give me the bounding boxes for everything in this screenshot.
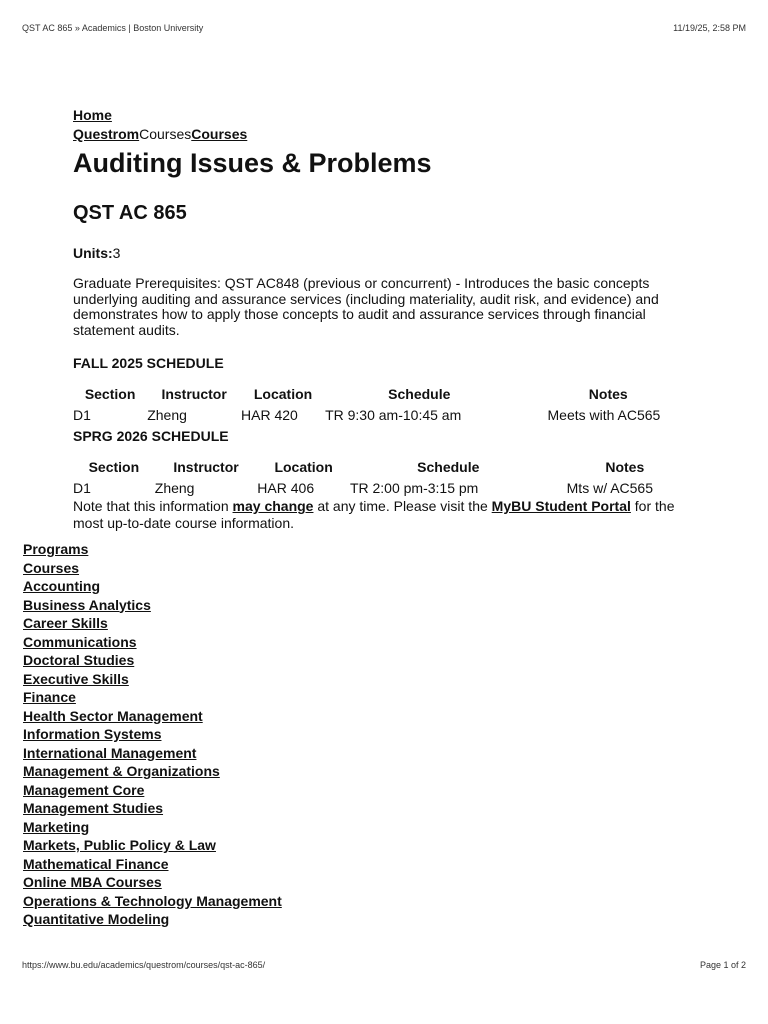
col-header-schedule: Schedule <box>417 459 480 475</box>
nav-link-career-skills[interactable]: Career Skills <box>23 615 108 631</box>
cell-notes: Meets with AC565 <box>547 407 661 423</box>
breadcrumb-questrom-link[interactable]: Questrom <box>73 126 140 142</box>
col-header-schedule: Schedule <box>388 386 451 402</box>
schedule-fall <box>73 354 703 423</box>
note-text-middle: at any time. Please visit the <box>313 498 492 514</box>
nav-link-communications[interactable]: Communications <box>23 633 137 650</box>
page-title: Auditing Issues & Problems <box>73 148 432 178</box>
note-text-before: Note that this information <box>73 498 233 514</box>
col-header-location: Location <box>253 386 313 402</box>
table-header-row <box>73 386 703 407</box>
units-value: 3 <box>112 245 121 261</box>
nav-link-doctoral-studies[interactable]: Doctoral Studies <box>23 652 135 668</box>
print-page-title: QST AC 865 » Academics | Boston University <box>22 23 204 33</box>
print-footer <box>22 960 746 970</box>
table-row <box>73 480 703 496</box>
main-content <box>73 106 703 532</box>
nav-link-management-core[interactable]: Management Core <box>23 781 145 798</box>
breadcrumb <box>73 106 703 144</box>
col-header-section: Section <box>84 386 136 402</box>
note-text-after: for the most up-to-date course information. <box>73 498 675 531</box>
nav-link-accounting[interactable]: Accounting <box>23 578 100 594</box>
col-header-notes: Notes <box>605 459 645 475</box>
breadcrumb-courses-link[interactable]: Courses <box>191 126 248 142</box>
schedule-table <box>73 459 703 496</box>
nav-link-marketing[interactable]: Marketing <box>23 818 90 835</box>
nav-link-courses[interactable]: Courses <box>23 559 80 576</box>
nav-link-management-studies[interactable]: Management Studies <box>23 800 164 816</box>
col-header-instructor: Instructor <box>173 459 239 475</box>
cell-instructor: Zheng <box>147 407 187 423</box>
schedule-spring <box>73 427 703 496</box>
nav-link-finance[interactable]: Finance <box>23 689 76 705</box>
nav-link-health-sector-management[interactable]: Health Sector Management <box>23 707 203 724</box>
schedule-title: SPRG 2026 SCHEDULE <box>73 428 229 444</box>
print-datetime: 11/19/25, 2:58 PM <box>673 23 746 33</box>
nav-link-information-systems[interactable]: Information Systems <box>23 726 162 742</box>
cell-section: D1 <box>73 407 91 423</box>
schedule-table <box>73 386 703 423</box>
col-header-section: Section <box>88 459 140 475</box>
units-label: Units: <box>73 245 113 261</box>
course-code: QST AC 865 <box>73 202 187 224</box>
breadcrumb-courses-text: Courses <box>139 126 192 142</box>
table-header-row <box>73 459 703 480</box>
info-note <box>73 498 703 532</box>
cell-section: D1 <box>73 480 91 496</box>
nav-link-online-mba-courses[interactable]: Online MBA Courses <box>23 874 162 890</box>
nav-link-business-analytics[interactable]: Business Analytics <box>23 596 151 613</box>
nav-link-markets-public-policy-law[interactable]: Markets, Public Policy & Law <box>23 837 216 853</box>
side-navigation <box>23 540 282 929</box>
mybu-student-portal-link[interactable]: MyBU Student Portal <box>491 498 631 514</box>
nav-link-international-management[interactable]: International Management <box>23 744 197 761</box>
units <box>73 244 703 262</box>
print-page-number: Page 1 of 2 <box>699 960 746 970</box>
cell-location: HAR 420 <box>241 407 298 423</box>
schedule-title: FALL 2025 SCHEDULE <box>73 355 224 371</box>
cell-schedule: TR 9:30 am-10:45 am <box>325 407 462 423</box>
breadcrumb-home-link[interactable]: Home <box>73 107 112 123</box>
cell-location: HAR 406 <box>257 480 315 496</box>
col-header-location: Location <box>274 459 333 475</box>
nav-link-operations-technology-management[interactable]: Operations & Technology Management <box>23 892 282 909</box>
col-header-instructor: Instructor <box>161 386 227 402</box>
nav-link-management-organizations[interactable]: Management & Organizations <box>23 763 220 779</box>
nav-link-mathematical-finance[interactable]: Mathematical Finance <box>23 855 169 872</box>
nav-link-programs[interactable]: Programs <box>23 541 89 557</box>
may-change-link[interactable]: may change <box>232 498 314 514</box>
cell-schedule: TR 2:00 pm-3:15 pm <box>349 480 479 496</box>
cell-instructor: Zheng <box>154 480 195 496</box>
col-header-notes: Notes <box>588 386 628 402</box>
print-header <box>22 23 746 33</box>
table-row <box>73 407 703 423</box>
nav-link-quantitative-modeling[interactable]: Quantitative Modeling <box>23 911 170 927</box>
cell-notes: Mts w/ AC565 <box>566 480 654 496</box>
course-description: Graduate Prerequisites: QST AC848 (previous or concurrent) - Introduces the basic concepts underlying auditing and assurance services (including materiality, audit risk, and evidence) and demonstrates how to apply those concepts to audit and assurance services through financial statement audits. <box>73 275 659 338</box>
print-url: https://www.bu.edu/academics/questrom/courses/qst-ac-865/ <box>22 960 266 970</box>
nav-link-executive-skills[interactable]: Executive Skills <box>23 670 129 687</box>
